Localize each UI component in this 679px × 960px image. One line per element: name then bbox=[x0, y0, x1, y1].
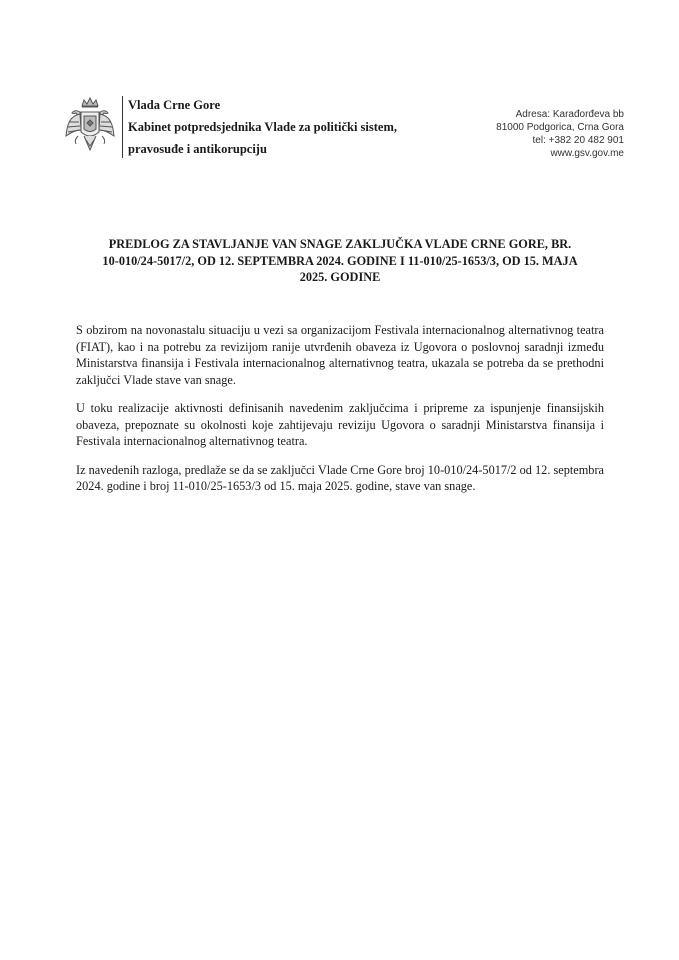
address-line-1: Adresa: Karađorđeva bb bbox=[515, 109, 624, 120]
org-line-2: Kabinet potpredsjednika Vlade za politički sistem, bbox=[128, 120, 398, 134]
letterhead bbox=[64, 94, 624, 164]
coat-of-arms-icon bbox=[64, 96, 116, 156]
title-line-2: 10-010/24-5017/2, OD 12. SEPTEMBRA 2024. GODINE I 11-010/25-1653/3, OD 15. MAJA bbox=[102, 253, 578, 268]
paragraph-3: Iz navedenih razloga, predlaže se da se zaključci Vlade Crne Gore broj 10-010/24-5017/2 od 12. septembra 2024. godine i broj 11-010/25-1653/3 od 15. maja 2025. godine, stave van snage. bbox=[76, 462, 605, 493]
paragraph-2: U toku realizacije aktivnosti definisanih navedenim zaključcima i pripreme za ispunjenje finansijskih obaveza, prepoznate su okolnosti koje zahtijevaju reviziju Ugovora o saradnji Ministarstva finansija i Festivala internacionalnog alternativnog teatra. bbox=[76, 401, 604, 448]
paragraph-1: S obzirom na novonastalu situaciju u vezi sa organizacijom Festivala internacionalnog alternativnog teatra (FIAT), kao i na potrebu za revizijom ranije utvrđenih obaveza iz Ugovora o poslovnoj saradnji između Ministarstva finansija i Festivala internacionalnog alternativnog teatra, ukazala se potreba da se prethodni zaključci Vlade stave van snage. bbox=[76, 323, 604, 387]
website: www.gsv.gov.me bbox=[550, 148, 624, 159]
title-line-3: 2025. GODINE bbox=[299, 270, 381, 284]
document-title bbox=[70, 236, 610, 286]
title-line-1: PREDLOG ZA STAVLJANJE VAN SNAGE ZAKLJUČKA VLADE CRNE GORE, BR. bbox=[108, 237, 572, 251]
document-body bbox=[76, 322, 604, 507]
header-divider bbox=[122, 96, 123, 158]
phone: tel: +382 20 482 901 bbox=[532, 135, 624, 146]
address-line-2: 81000 Podgorica, Crna Gora bbox=[496, 122, 624, 133]
org-line-1: Vlada Crne Gore bbox=[128, 98, 221, 112]
organization-name bbox=[128, 94, 397, 160]
org-line-3: pravosuđe i antikorupciju bbox=[128, 142, 267, 156]
contact-block bbox=[496, 108, 624, 160]
